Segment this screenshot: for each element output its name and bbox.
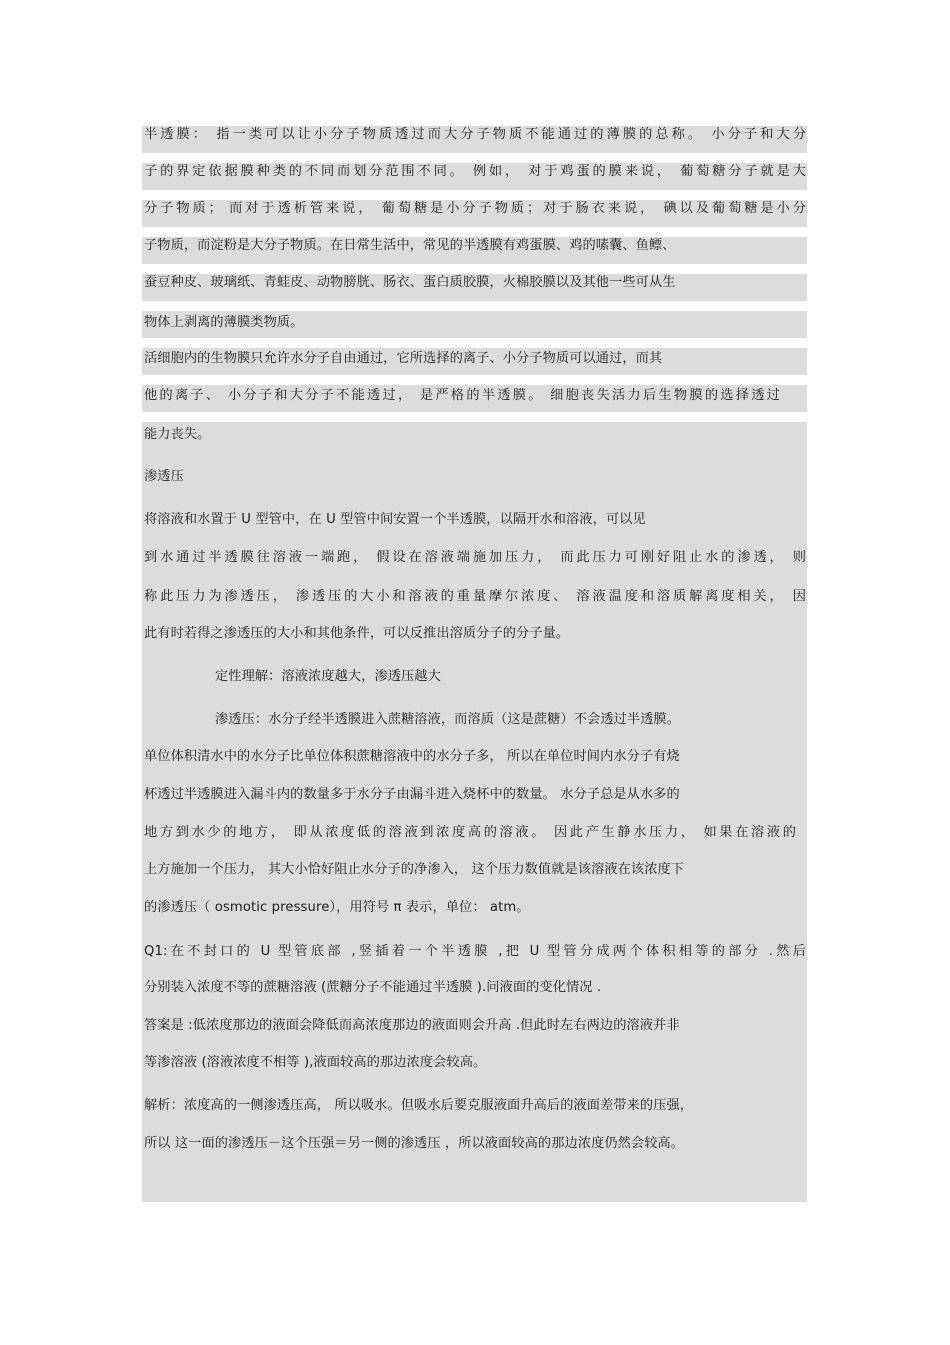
text-line: 活细胞内的生物膜只允许水分子自由通过，它所选择的离子、小分子物质可以通过，而其 — [144, 351, 663, 366]
text-line: 子的界定依据膜种类的不同而划分范围不同。 例如， 对于鸡蛋的膜来说， 葡萄糖分子就是大 — [144, 164, 806, 179]
text-line: 物体上剥离的薄膜类物质。 — [144, 315, 304, 330]
text-line: 上方施加一个压力， 其大小恰好阻止水分子的净渗入， 这个压力数值就是该溶液在该浓度下 — [144, 862, 685, 877]
text-line: 杯透过半透膜进入漏斗内的数量多于水分子由漏斗进入烧杯中的数量。 水分子总是从水多的 — [144, 787, 680, 802]
analysis-line: 解析：浓度高的一侧渗透压高， 所以吸水。但吸水后要克服液面升高后的液面差带来的压强， — [144, 1098, 694, 1113]
text-line: 渗透压：水分子经半透膜进入蔗糖溶液，而溶质（这是蔗糖）不会透过半透膜。 — [215, 712, 681, 727]
text-line: 单位体积清水中的水分子比单位体积蔗糖溶液中的水分子多， 所以在单位时间内水分子有烧 — [144, 749, 680, 764]
answer-line: 等渗溶液 (溶液浓度不相等 ),液面较高的那边浓度会较高。 — [144, 1055, 487, 1070]
highlight-block — [142, 422, 807, 1202]
text-line: 能力丧失。 — [144, 427, 211, 442]
text-line: 到水通过半透膜往溶液一端跑， 假设在溶液端施加压力， 而此压力可刚好阻止水的渗透， 则 — [144, 550, 806, 565]
answer-line: 答案是 :低浓度那边的液面会降低而高浓度那边的液面则会升高 .但此时左右两边的溶液并非 — [144, 1018, 680, 1033]
text-line: 定性理解：溶液浓度越大，渗透压越大 — [215, 669, 441, 684]
analysis-line: 所以 这一面的渗透压－这个压强＝另一侧的渗透压 ，所以液面较高的那边浓度仍然会较高。 — [144, 1136, 685, 1151]
text-line: 此有时若得之渗透压的大小和其他条件，可以反推出溶质分子的分子量。 — [144, 626, 570, 641]
question-line: Q1:在不封口的 U 型管底部 ,竖插着一个半透膜 ,把 U 型管分成两个体积相等的部分 .然后 — [144, 944, 806, 959]
text-line: 子物质，而淀粉是大分子物质。在日常生活中，常见的半透膜有鸡蛋膜、鸡的嗉囊、鱼鳔、 — [144, 238, 676, 253]
text-line: 称此压力为渗透压， 渗透压的大小和溶液的重量摩尔浓度、 溶液温度和溶质解离度相关， 因 — [144, 589, 806, 604]
text-line: 地方到水少的地方， 即从浓度低的溶液到浓度高的溶液。 因此产生静水压力， 如果在溶液的 — [144, 825, 796, 840]
text-line: 分子物质； 而对于透析管来说， 葡萄糖是小分子物质；对于肠衣来说， 碘以及葡萄糖是小分 — [144, 201, 806, 216]
text-line: 他的离子、 小分子和大分子不能透过， 是严格的半透膜。 细胞丧失活力后生物膜的选择透过 — [144, 388, 780, 403]
text-line: 半透膜： 指一类可以让小分子物质透过而大分子物质不能通过的薄膜的总称。 小分子和大分 — [144, 127, 806, 142]
text-line: 将溶液和水置于 U 型管中，在 U 型管中间安置一个半透膜，以隔开水和溶液，可以见 — [144, 512, 646, 527]
question-line: 分别装入浓度不等的蔗糖溶液 (蔗糖分子不能通过半透膜 ).问液面的变化情况 . — [144, 980, 602, 995]
section-heading: 渗透压 — [144, 469, 184, 484]
text-line: 的渗透压（ osmotic pressure），用符号 π 表示，单位： atm。 — [144, 900, 530, 915]
text-line: 蚕豆种皮、玻璃纸、青蛙皮、动物膀胱、肠衣、蛋白质胶膜，火棉胶膜以及其他一些可从生 — [144, 275, 676, 290]
